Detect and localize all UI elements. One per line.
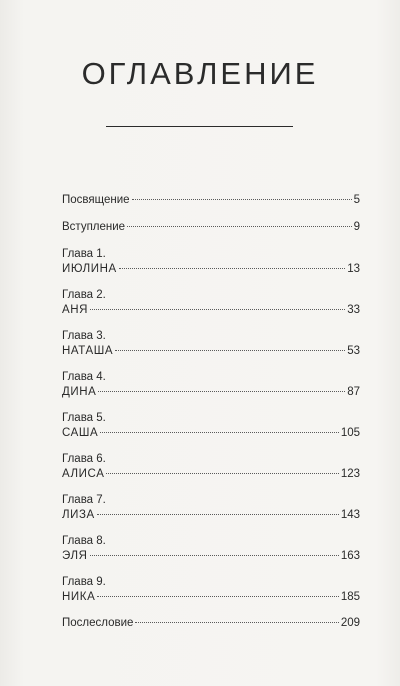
chapter-label: Глава 1.: [62, 248, 106, 260]
dot-leader: [106, 473, 338, 474]
chapter-title: НАТАША: [62, 345, 114, 357]
toc-entry-chapter-2: [62, 288, 360, 317]
toc-entry-chapter-9: [62, 575, 360, 604]
toc-entry-chapter-4: [62, 370, 360, 399]
toc-page-number: 5: [353, 194, 360, 206]
toc-entry-introduction: [62, 220, 360, 234]
toc-entry-chapter-7: [62, 493, 360, 522]
toc-entry-label: Посвящение: [62, 194, 130, 206]
chapter-title: ИЮЛИНА: [62, 263, 117, 275]
chapter-title: ДИНА: [62, 386, 97, 398]
toc-entry-chapter-5: [62, 411, 360, 440]
toc-entry-label: Вступление: [62, 221, 126, 233]
chapter-title: ЛИЗА: [62, 509, 95, 521]
toc-page-number: 13: [347, 263, 360, 275]
toc-page-number: 123: [340, 468, 360, 480]
dot-leader: [90, 309, 345, 310]
toc-page-number: 33: [347, 304, 360, 316]
dot-leader: [135, 622, 338, 623]
chapter-label: Глава 2.: [62, 289, 106, 301]
toc-entry-chapter-3: [62, 329, 360, 358]
toc-page-number: 143: [340, 509, 360, 521]
title-divider: [106, 126, 293, 127]
chapter-title: ЭЛЯ: [62, 550, 88, 562]
toc-entry-label: Послесловие: [62, 617, 134, 629]
dot-leader: [115, 350, 345, 351]
chapter-label: Глава 6.: [62, 453, 106, 465]
toc-entry-chapter-8: [62, 534, 360, 563]
dot-leader: [100, 432, 338, 433]
toc-page-number: 209: [340, 617, 360, 629]
chapter-title: САША: [62, 427, 99, 439]
page-title: ОГЛАВЛЕНИЕ: [81, 56, 319, 91]
toc-page-number: 53: [347, 345, 360, 357]
dot-leader: [127, 226, 352, 227]
chapter-label: Глава 9.: [62, 576, 106, 588]
chapter-label: Глава 8.: [62, 535, 106, 547]
toc-entry-chapter-1: [62, 247, 360, 276]
toc-page-number: 163: [340, 550, 360, 562]
toc-entry-chapter-6: [62, 452, 360, 481]
dot-leader: [97, 596, 338, 597]
chapter-title: АНЯ: [62, 304, 89, 316]
toc-entry-afterword: [62, 616, 360, 630]
dot-leader: [132, 199, 352, 200]
chapter-label: Глава 4.: [62, 371, 106, 383]
dot-leader: [98, 391, 345, 392]
chapter-label: Глава 7.: [62, 494, 106, 506]
toc-page-number: 185: [340, 591, 360, 603]
dot-leader: [119, 268, 345, 269]
toc-page-number: 9: [353, 221, 360, 233]
chapter-title: АЛИСА: [62, 468, 105, 480]
chapter-label: Глава 5.: [62, 412, 106, 424]
dot-leader: [97, 514, 339, 515]
table-of-contents: [62, 193, 360, 643]
toc-page-number: 87: [347, 386, 360, 398]
chapter-label: Глава 3.: [62, 330, 106, 342]
dot-leader: [90, 555, 339, 556]
toc-page-number: 105: [340, 427, 360, 439]
toc-entry-dedication: [62, 193, 360, 207]
chapter-title: НИКА: [62, 591, 96, 603]
